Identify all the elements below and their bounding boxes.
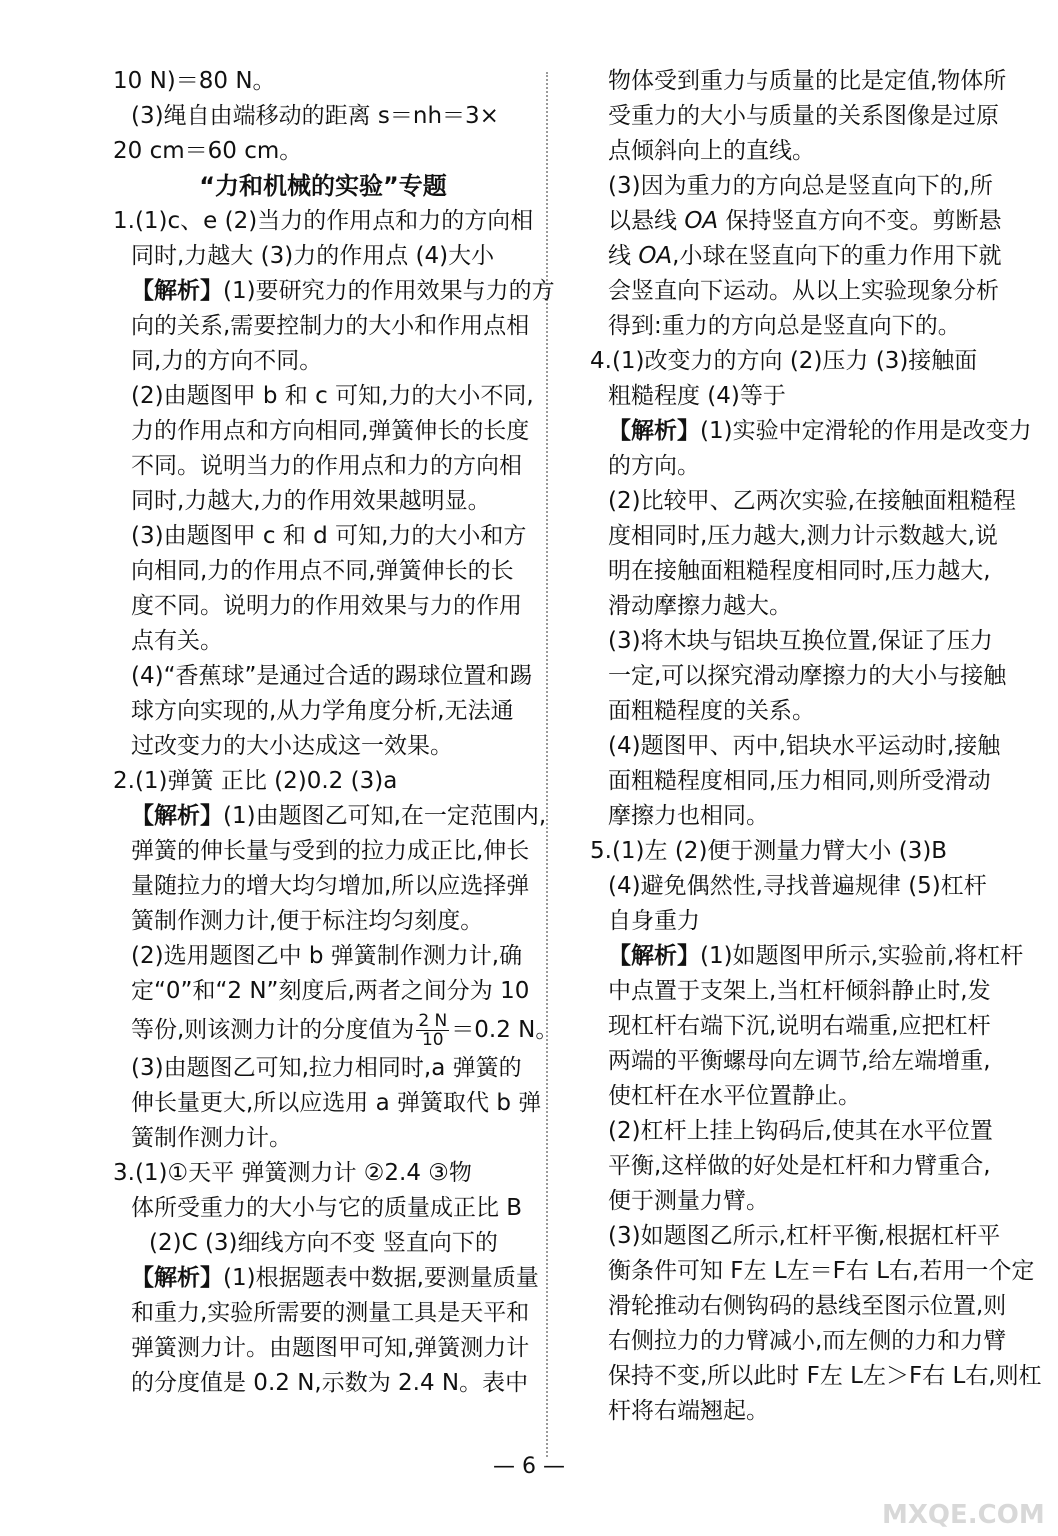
- text-line: 一定,可以探究滑动摩擦力的大小与接触: [608, 663, 1007, 689]
- text-line: 1.(1)c、e (2)当力的作用点和力的方向相: [113, 208, 534, 234]
- text-line: 簧制作测力计。: [131, 1125, 292, 1151]
- text-line: 度不同。说明力的作用效果与力的作用: [131, 593, 522, 619]
- text-line: (3)绳自由端移动的距离 s＝nh＝3×: [131, 103, 499, 129]
- text-line: 粗糙程度 (4)等于: [608, 383, 786, 409]
- text-line: (4)“香蕉球”是通过合适的踢球位置和踢: [131, 663, 533, 689]
- text-line: 使杠杆在水平位置静止。: [608, 1083, 861, 1109]
- text-line: (2)杠杆上挂上钩码后,使其在水平位置: [608, 1118, 993, 1144]
- text-line: 保持不变,所以此时 F左 L左＞F右 L右,则杠: [608, 1363, 1042, 1389]
- text-line: 同时,力越大,力的作用效果越明显。: [131, 488, 491, 514]
- text-line: 物体受到重力与质量的比是定值,物体所: [608, 68, 1007, 94]
- text-line: 同,力的方向不同。: [131, 348, 323, 374]
- analysis-tag: 【解析】: [131, 803, 223, 829]
- text-line: (2)比较甲、乙两次实验,在接触面粗糙程: [608, 488, 1016, 514]
- text-line: 量随拉力的增大均匀增加,所以应选择弹: [131, 873, 530, 899]
- text-line: (3)如题图乙所示,杠杆平衡,根据杠杆平: [608, 1223, 1001, 1249]
- fraction-denominator: 10: [421, 1030, 444, 1050]
- text-line: 得到:重力的方向总是竖直向下的。: [608, 313, 961, 339]
- text-span: (1)实验中定滑轮的作用是改变力: [700, 418, 1032, 444]
- text-line: 衡条件可知 F左 L左＝F右 L右,若用一个定: [608, 1258, 1035, 1284]
- analysis-tag: 【解析】: [131, 1265, 223, 1291]
- text-line: [113, 799, 547, 834]
- text-line: 和重力,实验所需要的测量工具是天平和: [131, 1300, 530, 1326]
- text-line: 不同。说明当力的作用点和力的方向相: [131, 453, 522, 479]
- text-line: 右侧拉力的力臂减小,而左侧的力和力臂: [608, 1328, 1007, 1354]
- text-line: 明在接触面粗糙程度相同时,压力越大,: [608, 558, 991, 584]
- text-line: 5.(1)左 (2)便于测量力臂大小 (3)B: [590, 838, 948, 864]
- text-line: [590, 239, 1010, 274]
- text-line: (2)选用题图乙中 b 弹簧制作测力计,确: [131, 943, 523, 969]
- text-line: 杆将右端翘起。: [608, 1398, 769, 1424]
- text-line: 点倾斜向上的直线。: [608, 138, 815, 164]
- text-line: 向相同,力的作用点不同,弹簧伸长的长: [131, 558, 514, 584]
- text-line: 面粗糙程度相同,压力相同,则所受滑动: [608, 768, 991, 794]
- watermark-text: MXQE.COM: [882, 1500, 1045, 1530]
- text-span: ,小球在竖直向下的重力作用下就: [672, 243, 1002, 269]
- text-span: ＝0.2 N。: [451, 1017, 559, 1043]
- text-line: 体所受重力的大小与它的质量成正比 B: [131, 1195, 523, 1221]
- text-line: 会竖直向下运动。从以上实验现象分析: [608, 278, 999, 304]
- text-span: 等份,则该测力计的分度值为: [131, 1017, 415, 1043]
- text-span: 线: [608, 243, 639, 269]
- page-number: — 6 —: [493, 1454, 565, 1479]
- left-column: [113, 64, 559, 1401]
- text-line: 面粗糙程度的关系。: [608, 698, 815, 724]
- text-line: 过改变力的大小达成这一效果。: [131, 733, 453, 759]
- fraction: [416, 1012, 449, 1049]
- text-span: OA: [684, 208, 719, 234]
- text-line: 4.(1)改变力的方向 (2)压力 (3)接触面: [590, 348, 978, 374]
- right-column: [590, 64, 1042, 1429]
- text-line: 簧制作测力计,便于标注均匀刻度。: [131, 908, 484, 934]
- text-line: 力的作用点和方向相同,弹簧伸长的长度: [131, 418, 530, 444]
- watermark: [882, 1468, 1052, 1530]
- text-line: 现杠杆右端下沉,说明右端重,应把杠杆: [608, 1013, 991, 1039]
- text-line: [113, 274, 555, 309]
- text-span: 以悬线: [608, 208, 685, 234]
- text-line: (4)避免偶然性,寻找普遍规律 (5)杠杆: [608, 873, 987, 899]
- text-line: 中点置于支架上,当杠杆倾斜静止时,发: [608, 978, 991, 1004]
- text-line: 伸长量更大,所以应选用 a 弹簧取代 b 弹: [131, 1090, 542, 1116]
- text-span: (1)由题图乙可知,在一定范围内,: [223, 803, 547, 829]
- text-line: 3.(1)①天平 弹簧测力计 ②2.4 ③物: [113, 1160, 472, 1186]
- text-line: (2)C (3)细线方向不变 竖直向下的: [149, 1230, 498, 1256]
- text-line: 滑轮推动右侧钩码的悬线至图示位置,则: [608, 1293, 1007, 1319]
- text-line: 定“0”和“2 N”刻度后,两者之间分为 10: [131, 978, 530, 1004]
- text-span: (1)如题图甲所示,实验前,将杠杆: [700, 943, 1024, 969]
- text-line: (4)题图甲、丙中,铝块水平运动时,接触: [608, 733, 1001, 759]
- text-line: [590, 204, 1010, 239]
- fraction-numerator: 2 N: [418, 1011, 448, 1031]
- text-line: 2.(1)弹簧 正比 (2)0.2 (3)a: [113, 768, 398, 794]
- text-line: 20 cm＝60 cm。: [113, 138, 303, 164]
- text-span: (1)根据题表中数据,要测量质量: [223, 1265, 539, 1291]
- text-line: 滑动摩擦力越大。: [608, 593, 792, 619]
- text-line: 两端的平衡螺母向左调节,给左端增重,: [608, 1048, 991, 1074]
- text-line: 同时,力越大 (3)力的作用点 (4)大小: [131, 243, 495, 269]
- analysis-tag: 【解析】: [608, 418, 700, 444]
- text-line: 平衡,这样做的好处是杠杆和力臂重合,: [608, 1153, 991, 1179]
- text-span: 保持竖直方向不变。剪断悬: [718, 208, 1002, 234]
- section-title: “力和机械的实验”专题: [199, 172, 447, 200]
- text-line: 自身重力: [608, 908, 700, 934]
- text-line: 度相同时,压力越大,测力计示数越大,说: [608, 523, 998, 549]
- text-line: 摩擦力也相同。: [608, 803, 769, 829]
- text-line: 的方向。: [608, 453, 700, 479]
- text-line: 点有关。: [131, 628, 223, 654]
- text-line: (3)由题图甲 c 和 d 可知,力的大小和方: [131, 523, 527, 549]
- text-line: 10 N)＝80 N。: [113, 68, 276, 94]
- analysis-tag: 【解析】: [608, 943, 700, 969]
- text-line: 的分度值是 0.2 N,示数为 2.4 N。表中: [131, 1370, 529, 1396]
- text-line: [113, 1009, 559, 1051]
- text-line: [113, 1261, 539, 1296]
- text-line: 弹簧的伸长量与受到的拉力成正比,伸长: [131, 838, 530, 864]
- text-line: 向的关系,需要控制力的大小和作用点相: [131, 313, 530, 339]
- text-line: (3)将木块与铝块互换位置,保证了压力: [608, 628, 993, 654]
- text-line: 弹簧测力计。由题图甲可知,弹簧测力计: [131, 1335, 530, 1361]
- analysis-tag: 【解析】: [131, 278, 223, 304]
- text-span: (1)要研究力的作用效果与力的方: [223, 278, 555, 304]
- text-line: 球方向实现的,从力学角度分析,无法通: [131, 698, 514, 724]
- text-line: (2)由题图甲 b 和 c 可知,力的大小不同,: [131, 383, 534, 409]
- text-line: [590, 414, 1032, 449]
- text-line: 便于测量力臂。: [608, 1188, 769, 1214]
- text-line: (3)因为重力的方向总是竖直向下的,所: [608, 173, 993, 199]
- text-line: 受重力的大小与质量的关系图像是过原: [608, 103, 999, 129]
- text-line: [590, 939, 1024, 974]
- text-span: OA: [638, 243, 673, 269]
- text-line: (3)由题图乙可知,拉力相同时,a 弹簧的: [131, 1055, 522, 1081]
